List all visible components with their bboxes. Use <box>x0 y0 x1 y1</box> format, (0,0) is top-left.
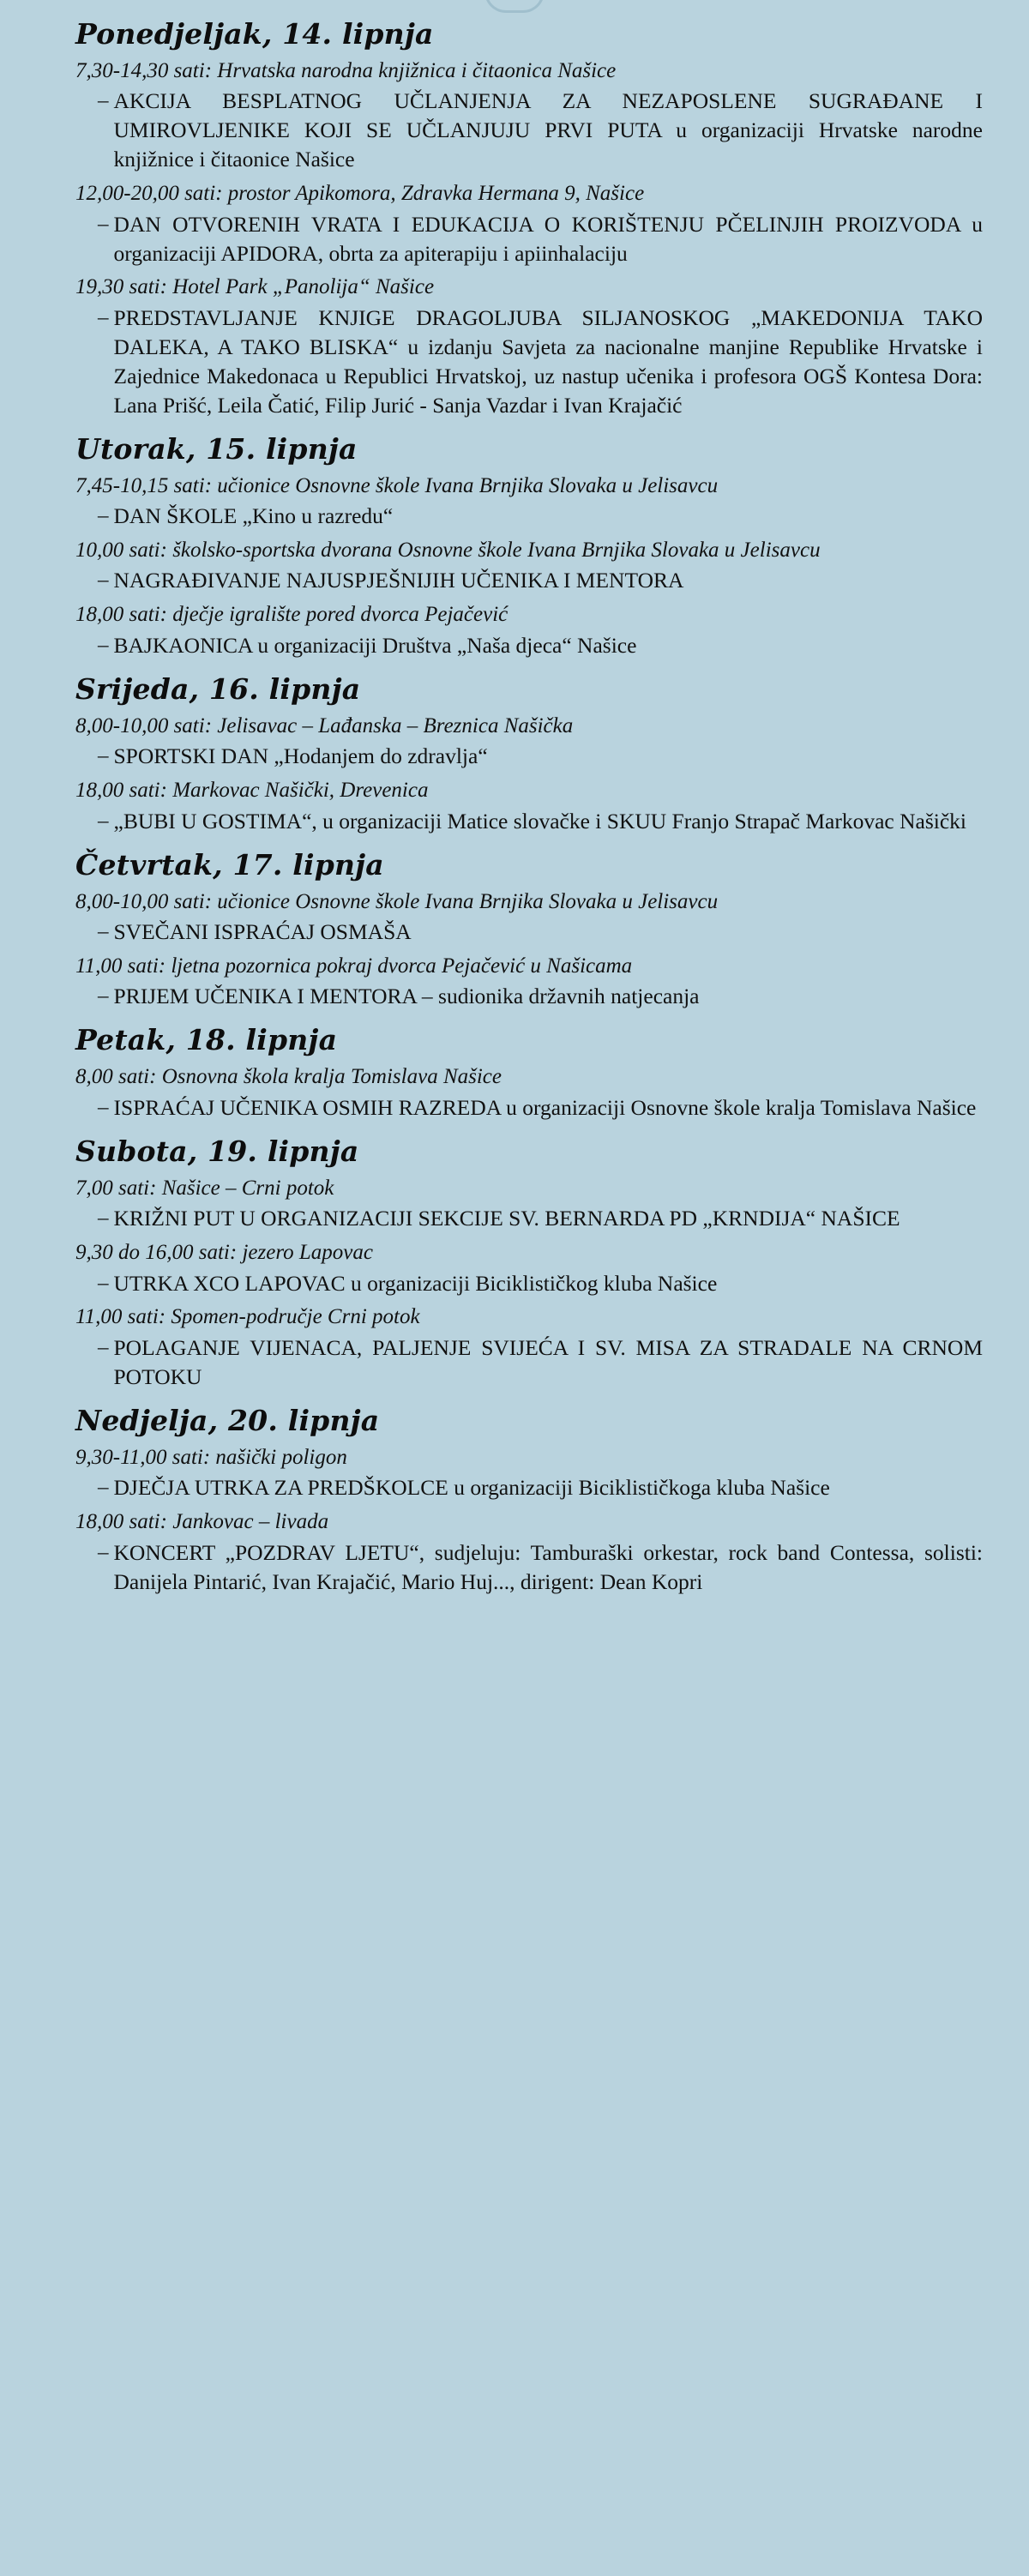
event-description: KRIŽNI PUT U ORGANIZACIJI SEKCIJE SV. BERNARDA PD „KRNDIJA“ NAŠICE <box>113 1206 900 1231</box>
day-title: Utorak, 15. lipnja <box>75 431 358 466</box>
event-item <box>75 807 983 836</box>
event-time-location: 9,30-11,00 sati: našički poligon <box>75 1445 347 1469</box>
dash-bullet-icon: – <box>98 1476 109 1500</box>
day-section <box>75 1136 983 1392</box>
dash-bullet-icon: – <box>98 1540 109 1564</box>
event-time-location: 11,00 sati: Spomen-područje Crni potok <box>75 1305 420 1329</box>
event-item <box>75 1204 983 1233</box>
event-time-location: 18,00 sati: Jankovac – livada <box>75 1510 329 1534</box>
event-description: ISPRAĆAJ UČENIKA OSMIH RAZREDA u organizaciji Osnovne škole kralja Tomislava Našice <box>113 1094 977 1120</box>
event-description: DAN OTVORENIH VRATA I EDUKACIJA O KORIŠTENJU PČELINJIH PROIZVODA u organizaciji APIDORA, obrta za apiterapiju i apiinhalaciju <box>113 211 983 266</box>
event-time-location: 7,45-10,15 sati: učionice Osnovne škole Ivana Brnjika Slovaka u Jelisavcu <box>75 473 719 497</box>
event-description: SPORTSKI DAN „Hodanjem do zdravlja“ <box>113 743 488 769</box>
event-time-location: 8,00-10,00 sati: Jelisavac – Lađanska – Breznica Našička <box>75 713 574 737</box>
event-time-location: 8,00-10,00 sati: učionice Osnovne škole Ivana Brnjika Slovaka u Jelisavcu <box>75 889 719 913</box>
event-item <box>75 1473 983 1502</box>
event-item <box>75 210 983 268</box>
event-description: DJEČJA UTRKA ZA PREDŠKOLCE u organizaciji Biciklističkoga kluba Našice <box>113 1475 830 1501</box>
dash-bullet-icon: – <box>98 920 109 943</box>
event-item <box>75 918 983 947</box>
event-description: AKCIJA BESPLATNOG UČLANJENJA ZA NEZAPOSLENE SUGRAĐANE I UMIROVLJENIKE KOJI SE UČLANJUJU PRVI PUTA u organizaciji Hrvatske narodne knjižnice i čitaonice Našice <box>113 88 983 172</box>
event-item <box>75 1093 983 1122</box>
event-time-location: 7,30-14,30 sati: Hrvatska narodna knjižnica i čitaonica Našice <box>75 58 617 82</box>
day-title: Nedjelja, 20. lipnja <box>75 1403 380 1437</box>
dash-bullet-icon: – <box>98 633 109 657</box>
event-time-location: 10,00 sati: školsko-sportska dvorana Osnovne škole Ivana Brnjika Slovaka u Jelisavcu <box>75 538 821 562</box>
event-description: NAGRAĐIVANJE NAJUSPJEŠNIJIH UČENIKA I MENTORA <box>113 568 684 593</box>
event-description: PREDSTAVLJANJE KNJIGE DRAGOLJUBA SILJANOSKOG „MAKEDONIJA TAKO DALEKA, A TAKO BLISKA“ u izdanju Savjeta za nacionalne manjine Republike Hrvatske i Zajednice Makedonaca u Republici Hrvatskoj, uz nastup učenika i profesora OGŠ Kontesa Dora: Lana Prišć, Leila Čatić, Filip Jurić - Sanja Vazdar i Ivan Krajačić <box>113 304 983 418</box>
event-item <box>75 502 983 531</box>
dash-bullet-icon: – <box>98 504 109 528</box>
day-section <box>75 671 983 836</box>
event-time-location: 9,30 do 16,00 sati: jezero Lapovac <box>75 1241 373 1265</box>
event-item <box>75 1269 983 1298</box>
event-description: „BUBI U GOSTIMA“, u organizaciji Matice slovačke i SKUU Franjo Strapač Markovac Našički <box>113 808 966 834</box>
event-description: SVEČANI ISPRAĆAJ OSMAŠA <box>113 919 412 944</box>
day-title: Petak, 18. lipnja <box>75 1023 338 1057</box>
event-description: KONCERT „POZDRAV LJETU“, sudjeluju: Tamburaški orkestar, rock band Contessa, solisti: Danijela Pintarić, Ivan Krajačić, Mario Huj..., dirigent: Dean Kopri <box>113 1539 983 1594</box>
day-section <box>75 1025 983 1122</box>
event-time-location: 18,00 sati: dječje igralište pored dvorca Pejačević <box>75 603 508 627</box>
event-time-location: 19,30 sati: Hotel Park „Panolija“ Našice <box>75 275 435 299</box>
event-item <box>75 304 983 420</box>
event-description: DAN ŠKOLE „Kino u razredu“ <box>113 503 394 529</box>
event-description: POLAGANJE VIJENACA, PALJENJE SVIJEĆA I SV. MISA ZA STRADALE NA CRNOM POTOKU <box>113 1334 983 1389</box>
dash-bullet-icon: – <box>98 744 109 768</box>
day-section <box>75 847 983 1012</box>
event-time-location: 12,00-20,00 sati: prostor Apikomora, Zdravka Hermana 9, Našice <box>75 182 645 206</box>
dash-bullet-icon: – <box>98 984 109 1008</box>
day-section <box>75 1405 983 1597</box>
event-item <box>75 631 983 660</box>
day-title: Srijeda, 16. lipnja <box>75 671 361 706</box>
event-item <box>75 566 983 595</box>
dash-bullet-icon: – <box>98 212 109 236</box>
dash-bullet-icon: – <box>98 1271 109 1295</box>
event-time-location: 8,00 sati: Osnovna škola kralja Tomislava Našice <box>75 1065 502 1089</box>
day-title: Subota, 19. lipnja <box>75 1134 359 1168</box>
event-time-location: 7,00 sati: Našice – Crni potok <box>75 1176 334 1200</box>
event-description: PRIJEM UČENIKA I MENTORA – sudionika državnih natjecanja <box>113 984 700 1009</box>
day-section <box>75 19 983 420</box>
event-item <box>75 1333 983 1392</box>
day-list <box>75 19 983 1596</box>
dash-bullet-icon: – <box>98 1335 109 1359</box>
event-item <box>75 87 983 174</box>
event-description: BAJKAONICA u organizaciji Društva „Naša djeca“ Našice <box>113 632 637 658</box>
event-item <box>75 742 983 771</box>
day-section <box>75 431 983 660</box>
dash-bullet-icon: – <box>98 569 109 593</box>
day-title: Četvrtak, 17. lipnja <box>75 847 384 882</box>
day-title: Ponedjeljak, 14. lipnja <box>75 17 434 51</box>
event-item <box>75 1538 983 1597</box>
event-time-location: 18,00 sati: Markovac Našički, Drevenica <box>75 779 429 803</box>
event-item <box>75 982 983 1011</box>
dash-bullet-icon: – <box>98 89 109 113</box>
event-description: UTRKA XCO LAPOVAC u organizaciji Biciklističkog kluba Našice <box>113 1270 718 1296</box>
dash-bullet-icon: – <box>98 1207 109 1231</box>
page-top-decoration-icon <box>484 0 545 13</box>
dash-bullet-icon: – <box>98 1095 109 1119</box>
event-time-location: 11,00 sati: ljetna pozornica pokraj dvorca Pejačević u Našicama <box>75 954 633 978</box>
dash-bullet-icon: – <box>98 305 109 329</box>
dash-bullet-icon: – <box>98 809 109 833</box>
